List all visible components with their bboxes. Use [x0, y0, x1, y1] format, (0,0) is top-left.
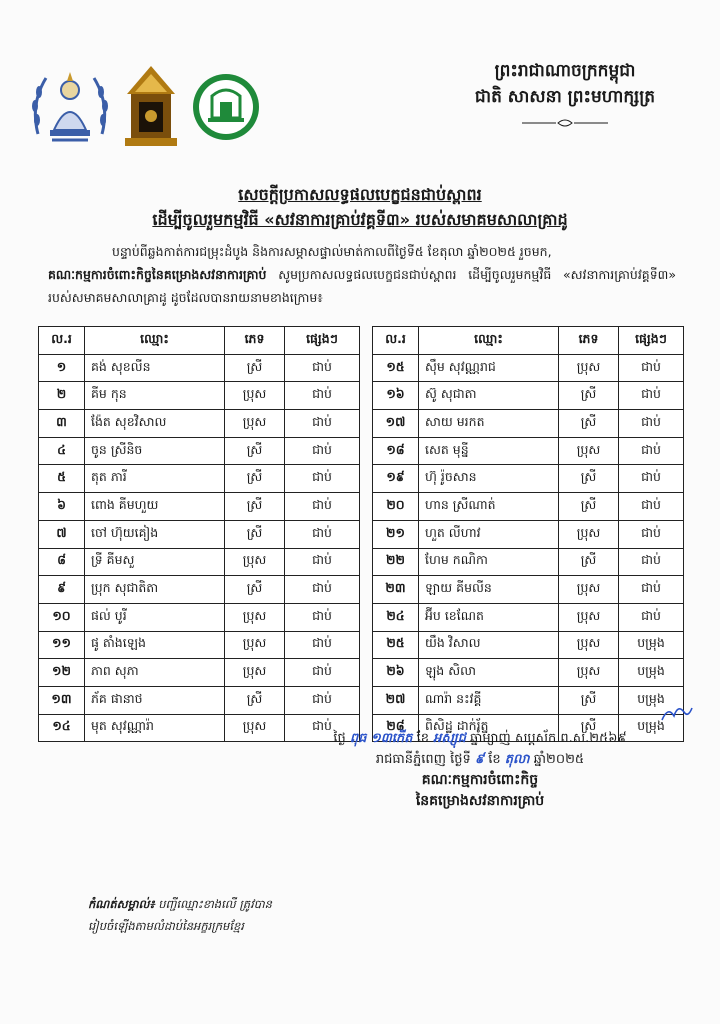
row-number: ២៣ — [373, 576, 419, 604]
candidate-status: ជាប់ — [619, 437, 684, 465]
candidate-sex: ប្រុស — [225, 382, 285, 410]
row-number: ២៤ — [373, 603, 419, 631]
row-number: ២១ — [373, 520, 419, 548]
candidate-sex: ស្រី — [559, 714, 619, 742]
table-row — [39, 354, 360, 382]
year: ឆ្នាំ២០២៥ — [529, 752, 585, 767]
intro-line-2: សូមប្រកាសលទ្ធផលបេក្ខជនជាប់ស្ពាពរ ដើម្បីចូលរួមកម្មវិធី «សវនាការគ្រាប់វគ្គទី៣» របស់សមាគមសាលាគ្រាដូ ដូចដែលបានរាយនាមខាងក្រោម៖ — [48, 267, 676, 305]
candidate-status: បម្រុង — [619, 686, 684, 714]
table-row — [39, 437, 360, 465]
candidate-name: ចៅ ហ៊ុយគៀង — [85, 520, 225, 548]
table-row — [39, 686, 360, 714]
candidate-sex: ស្រី — [559, 548, 619, 576]
candidate-name: សាយ មរកត — [419, 410, 559, 438]
candidate-status: ជាប់ — [619, 465, 684, 493]
candidate-name: ផូ តាំងឡេង — [85, 631, 225, 659]
month-handwritten: តុលា — [504, 752, 530, 767]
table-row — [373, 493, 684, 521]
row-number: ៥ — [39, 465, 85, 493]
candidate-sex: ស្រី — [559, 493, 619, 521]
table-row — [373, 354, 684, 382]
day-handwritten: ៩ — [474, 752, 485, 767]
candidate-sex: ប្រុស — [225, 410, 285, 438]
candidate-name: ហាន ស្រីណាត់ — [419, 493, 559, 521]
day-prefix: ថ្ងៃ — [333, 731, 350, 746]
candidate-status: ជាប់ — [285, 493, 360, 521]
candidate-sex: ស្រី — [559, 382, 619, 410]
row-number: ៤ — [39, 437, 85, 465]
table-row — [39, 410, 360, 438]
header-remarks: ផ្សេងៗ — [285, 327, 360, 355]
candidate-status: ជាប់ — [285, 714, 360, 742]
candidate-name: ហួត លីហាវ — [419, 520, 559, 548]
row-number: ៦ — [39, 493, 85, 521]
candidate-name: ប្រុក សុជាតិតា — [85, 576, 225, 604]
table-row — [39, 493, 360, 521]
table-row — [39, 382, 360, 410]
candidate-sex: ប្រុស — [225, 659, 285, 687]
candidate-status: ជាប់ — [285, 603, 360, 631]
header-name: ឈ្មោះ — [419, 327, 559, 355]
row-number: ១២ — [39, 659, 85, 687]
row-number: ១០ — [39, 603, 85, 631]
candidate-status: ជាប់ — [285, 631, 360, 659]
table-row — [39, 548, 360, 576]
table-header-row — [39, 327, 360, 355]
intro-line-1: បន្ទាប់ពីឆ្លងកាត់ការជម្រុះដំបូង និងការសម្ភាសផ្ទាល់មាត់កាលពីថ្ងៃទី៥ ខែតុលា ឆ្នាំ២០២៥ រួចមក, — [112, 244, 552, 259]
candidate-sex: ប្រុស — [559, 603, 619, 631]
candidate-status: ជាប់ — [619, 520, 684, 548]
tacteng-ornament-icon — [520, 118, 610, 128]
candidate-status: ជាប់ — [285, 548, 360, 576]
candidate-sex: ស្រី — [225, 686, 285, 714]
candidate-name: ស៊ូ សុជាតា — [419, 382, 559, 410]
candidate-status: បម្រុង — [619, 714, 684, 742]
footnote-text-2: រៀបចំឡើងតាមលំដាប់នៃអក្ខរក្រមខ្មែរ — [88, 919, 244, 933]
candidate-sex: ស្រី — [225, 354, 285, 382]
header-remarks: ផ្សេងៗ — [619, 327, 684, 355]
candidate-sex: ប្រុស — [225, 603, 285, 631]
row-number: ២០ — [373, 493, 419, 521]
row-number: ១៩ — [373, 465, 419, 493]
signatory-line-1: គណៈកម្មការចំពោះកិច្ច — [421, 772, 539, 788]
row-number: ២ — [39, 382, 85, 410]
intro-paragraph — [48, 240, 676, 309]
row-number: ១៧ — [373, 410, 419, 438]
place-prefix: រាជធានីភ្នំពេញ ថ្ងៃទី — [375, 752, 475, 767]
lunar-day-handwritten: ពុធ ១៣កើត — [349, 731, 413, 746]
candidate-status: ជាប់ — [285, 520, 360, 548]
candidate-sex: ប្រុស — [225, 714, 285, 742]
committee-name: គណៈកម្មការចំពោះកិច្ចនៃគម្រោងសវនាការគ្រាប់ — [48, 267, 267, 282]
candidate-status: ជាប់ — [285, 686, 360, 714]
table-row — [373, 548, 684, 576]
title-line-1: សេចក្តីប្រកាសលទ្ធផលបេក្ខជនជាប់ស្ពាពរ — [238, 185, 482, 204]
candidate-sex: ស្រី — [559, 465, 619, 493]
table-header-row — [373, 327, 684, 355]
candidate-status: ជាប់ — [619, 382, 684, 410]
table-row — [373, 437, 684, 465]
candidate-status: ជាប់ — [619, 354, 684, 382]
row-number: ៧ — [39, 520, 85, 548]
signatory-line-2: នៃគម្រោងសវនាការគ្រាប់ — [415, 793, 545, 809]
candidate-name: ភាព សុភា — [85, 659, 225, 687]
candidate-status: ជាប់ — [285, 437, 360, 465]
row-number: ១ — [39, 354, 85, 382]
row-number: ១៥ — [373, 354, 419, 382]
candidate-sex: ប្រុស — [559, 437, 619, 465]
table-row — [373, 686, 684, 714]
footnote — [88, 893, 348, 937]
candidate-sex: ស្រី — [225, 437, 285, 465]
candidate-sex: ប្រុស — [225, 548, 285, 576]
candidate-sex: ស្រី — [225, 520, 285, 548]
national-motto: ជាតិ សាសនា ព្រះមហាក្សត្រ — [474, 87, 656, 107]
temple-emblem-icon — [123, 64, 179, 148]
candidate-name: ចូន ស្រីនិច — [85, 437, 225, 465]
results-table-left — [38, 326, 360, 742]
candidate-status: ជាប់ — [285, 410, 360, 438]
candidate-sex: ប្រុស — [559, 631, 619, 659]
candidate-name: គង់ សុខលីន — [85, 354, 225, 382]
candidate-name: ទ្រី គីមសួ — [85, 548, 225, 576]
row-number: ១៦ — [373, 382, 419, 410]
row-number: ២៧ — [373, 686, 419, 714]
header-number: ល.រ — [373, 327, 419, 355]
table-row — [373, 576, 684, 604]
results-table-right — [372, 326, 684, 742]
candidate-name: ពោង គីមហួយ — [85, 493, 225, 521]
lunar-date-line — [260, 728, 700, 749]
table-row — [373, 382, 684, 410]
row-number: ១៣ — [39, 686, 85, 714]
table-row — [373, 410, 684, 438]
candidate-sex: ស្រី — [225, 493, 285, 521]
candidate-name: សេត មុន្នី — [419, 437, 559, 465]
table-row — [373, 520, 684, 548]
candidate-name: ផល់ បូរី — [85, 603, 225, 631]
candidate-sex: ប្រុស — [559, 659, 619, 687]
header-name: ឈ្មោះ — [85, 327, 225, 355]
row-number: ៣ — [39, 410, 85, 438]
candidate-status: ជាប់ — [285, 382, 360, 410]
announcement-title — [60, 182, 660, 232]
lunar-year: ឆ្នាំម្សាញ់ សប្តស័ក ព.ស.២៥៦៩ — [465, 731, 627, 746]
candidate-sex: ស្រី — [559, 410, 619, 438]
candidate-sex: ប្រុស — [225, 631, 285, 659]
row-number: ៩ — [39, 576, 85, 604]
table-row — [373, 465, 684, 493]
candidate-status: ជាប់ — [619, 576, 684, 604]
candidate-name: យឹង វិសាល — [419, 631, 559, 659]
candidate-sex: ស្រី — [225, 576, 285, 604]
candidate-name: មុត សុវណ្ណារ៉ា — [85, 714, 225, 742]
candidate-sex: ប្រុស — [559, 520, 619, 548]
header-sex: ភេទ — [225, 327, 285, 355]
candidate-name: គីម កុន — [85, 382, 225, 410]
candidate-name: ឡុង សិលា — [419, 659, 559, 687]
candidate-name: ភ័គ ផានាថ — [85, 686, 225, 714]
signature-block — [260, 728, 700, 812]
header-number: ល.រ — [39, 327, 85, 355]
row-number: ២៨ — [373, 714, 419, 742]
row-number: ២២ — [373, 548, 419, 576]
lunar-month-handwritten: អស្សុជ — [433, 731, 466, 746]
table-row — [39, 465, 360, 493]
green-emblem-icon — [191, 72, 261, 142]
table-row — [373, 659, 684, 687]
row-number: ១៤ — [39, 714, 85, 742]
footnote-text-1: បញ្ជីឈ្មោះខាងលើ ត្រូវបាន — [154, 897, 272, 911]
candidate-status: ជាប់ — [285, 354, 360, 382]
candidate-name: ពិសិដ្ឋ ដាក់រ័ត្ន — [419, 714, 559, 742]
table-row — [373, 631, 684, 659]
month-prefix: ខែ — [412, 731, 434, 746]
footnote-label: កំណត់សម្គាល់៖ — [88, 897, 155, 911]
logos — [28, 64, 278, 154]
table-row — [39, 659, 360, 687]
candidate-name: អ៊ីប ខេណែត — [419, 603, 559, 631]
candidate-status: ជាប់ — [619, 410, 684, 438]
candidate-name: ណារ៉ា នះវគ្គី — [419, 686, 559, 714]
candidate-status: ជាប់ — [619, 603, 684, 631]
candidate-name: ហ៊ុ រ៉ូចសាន — [419, 465, 559, 493]
row-number: ២៦ — [373, 659, 419, 687]
table-row — [373, 603, 684, 631]
candidate-status: បម្រុង — [619, 659, 684, 687]
candidate-status: ជាប់ — [285, 576, 360, 604]
kingdom-name: ព្រះរាជាណាចក្រកម្ពុជា — [494, 61, 636, 81]
row-number: ៨ — [39, 548, 85, 576]
table-row — [39, 631, 360, 659]
table-row — [39, 576, 360, 604]
candidate-name: ហែម កណិកា — [419, 548, 559, 576]
table-row — [39, 603, 360, 631]
candidate-status: ជាប់ — [619, 493, 684, 521]
un-emblem-icon — [28, 64, 112, 148]
kingdom-heading — [450, 58, 680, 110]
candidate-status: ជាប់ — [285, 659, 360, 687]
month-label: ខែ — [484, 752, 505, 767]
candidate-sex: ប្រុស — [559, 354, 619, 382]
candidate-status: បម្រុង — [619, 631, 684, 659]
row-number: ១១ — [39, 631, 85, 659]
candidate-status: ជាប់ — [619, 548, 684, 576]
candidate-sex: ស្រី — [225, 465, 285, 493]
candidate-name: តុត ភារី — [85, 465, 225, 493]
row-number: ១៨ — [373, 437, 419, 465]
table-row — [39, 520, 360, 548]
header-sex: ភេទ — [559, 327, 619, 355]
candidate-name: ង៉ែត សុខវិសាល — [85, 410, 225, 438]
candidate-sex: ស្រី — [559, 686, 619, 714]
candidate-name: ឡាយ គីមលីន — [419, 576, 559, 604]
candidate-status: ជាប់ — [285, 465, 360, 493]
handwritten-mark-icon — [658, 700, 694, 726]
title-line-2: ដើម្បីចូលរួមកម្មវិធី «សវនាការគ្រាប់វគ្គទី៣» របស់សមាគមសាលាគ្រាដូ — [152, 210, 568, 229]
candidate-sex: ប្រុស — [559, 576, 619, 604]
row-number: ២៥ — [373, 631, 419, 659]
place-date-line — [260, 749, 700, 770]
candidate-name: ស៊ឹម សុវណ្ណរាជ — [419, 354, 559, 382]
